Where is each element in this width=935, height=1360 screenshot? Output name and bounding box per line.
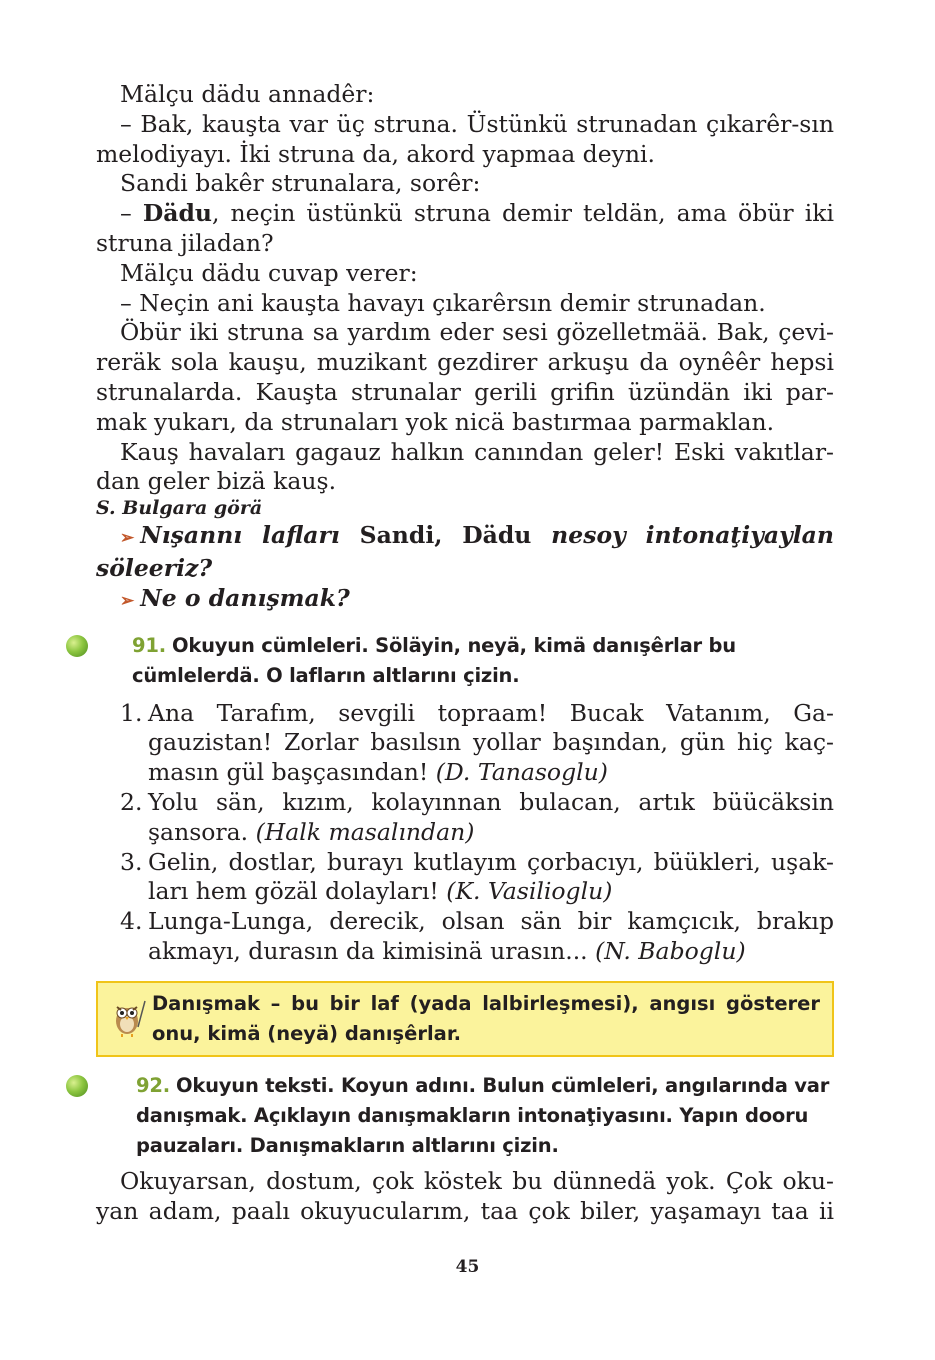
paragraph: Okuyarsan, dostum, çok köstek bu dünnedä yok. Çok oku-yan adam, paalı okuyucularım, taa çok biler, yaşamayı taa ii: [96, 1166, 834, 1225]
paragraph: Kauş havaları gagauz halkın canından geler! Eski vakıtlar-dan geler bizä kauş.: [96, 437, 834, 496]
item-number: 3.: [120, 847, 143, 876]
item-text: Ana Tarafım, sevgili topraam! Bucak Vatanım, Ga-gauzistan! Zorlar basılsın yollar başından, gün hiç kaç-masın gül başçasından!: [148, 698, 834, 787]
question-italic: nesoy intonaţiyaylan söleeriz?: [96, 521, 834, 582]
paragraph: – Bak, kauşta var üç struna. Üstünkü strunadan çıkarêr-sın melodiyayı. İki struna da, akord yapmaa deyni.: [96, 109, 834, 168]
item-source: (N. Baboglu): [595, 936, 746, 965]
item-number: 2.: [120, 787, 143, 816]
question-2: [96, 584, 834, 617]
item-number: 4.: [120, 907, 143, 936]
reading-text: [96, 1167, 834, 1227]
arrow-bullet-icon: ➢: [120, 528, 135, 549]
rule-box: [96, 981, 834, 1057]
item-number: 1.: [120, 698, 143, 727]
question-text: Ne o danışmak?: [140, 583, 350, 612]
paragraph: Mälçu dädu cuvap verer:: [120, 258, 418, 287]
dash: –: [120, 199, 143, 228]
task-instruction: Okuyun teksti. Koyun adını. Bulun cümleleri, angılarında var danışmak. Açıklayın danışmakların intonaţiyasını. Yapın dooru pauzaları. Danışmakların altlarını çizin.: [136, 1073, 830, 1157]
task-91: [96, 631, 834, 691]
green-ball-icon: [66, 635, 88, 657]
question-italic: Nışannı lafları: [140, 521, 340, 550]
question-1: [96, 521, 834, 584]
item-source: (K. Vasilioglu): [446, 877, 613, 906]
list-item: [96, 788, 834, 848]
green-ball-icon: [66, 1075, 88, 1097]
sentence-list: [96, 699, 834, 967]
page-content: [96, 80, 834, 1226]
list-item: [96, 848, 834, 908]
paragraph: Sandi bakêr strunalara, sorêr:: [120, 169, 481, 198]
bold-word: Dädu: [142, 199, 212, 228]
rule-text: Danışmak – bu bir laf (yada lalbirleşmesi), angısı gösterer onu, kimä (neyä) danışêrlar.: [152, 991, 820, 1045]
item-source: (Halk masalından): [255, 817, 475, 846]
paragraph: – Neçin ani kauşta havayı çıkarêrsın demir strunadan.: [120, 288, 766, 317]
page-number: 45: [455, 1257, 480, 1277]
item-source: (D. Tanasoglu): [435, 758, 608, 787]
question-names: Sandi, Dädu: [339, 521, 552, 550]
item-text: Gelin, dostlar, burayı kutlayım çorbacıyı, büükleri, uşak-ları hem gözäl dolayları!: [148, 847, 834, 906]
list-item: [96, 699, 834, 788]
task-92: [96, 1071, 834, 1161]
arrow-bullet-icon: ➢: [120, 590, 135, 611]
paragraph: [96, 199, 834, 259]
task-instruction: Okuyun cümleleri. Söläyin, neyä, kimä danışêrlar bu cümlelerdä. O lafların altlarını çizin.: [132, 633, 736, 687]
paragraph-rest: , neçin üstünkü struna demir teldän, ama öbür iki struna jiladan?: [96, 199, 834, 257]
list-item: [96, 907, 834, 967]
task-number: 91.: [132, 633, 166, 657]
paragraph: Öbür iki struna sa yardım eder sesi gözelletmää. Bak, çevi-reräk sola kauşu, muzikant gezdirer arkuşu da oynêêr hepsi strunalarda. Kauşta strunalar gerili grifin üzündän iki par-mak yukarı, da strunaları yok nicä bastırmaa parmaklan.: [96, 318, 834, 436]
author-credit: S. Bulgara görä: [96, 497, 263, 520]
item-text: Lunga-Lunga, derecik, olsan sän bir kamçıcık, brakıp akmayı, durasın da kimisinä urasın...: [148, 907, 834, 965]
owl-icon: [112, 997, 146, 1037]
story-text: [96, 80, 834, 617]
paragraph: Mälçu dädu annadêr:: [120, 80, 375, 108]
item-text: Yolu sän, kızım, kolayınnan bulacan, artık büücäksin şansora.: [148, 787, 834, 846]
task-number: 92.: [136, 1073, 170, 1097]
